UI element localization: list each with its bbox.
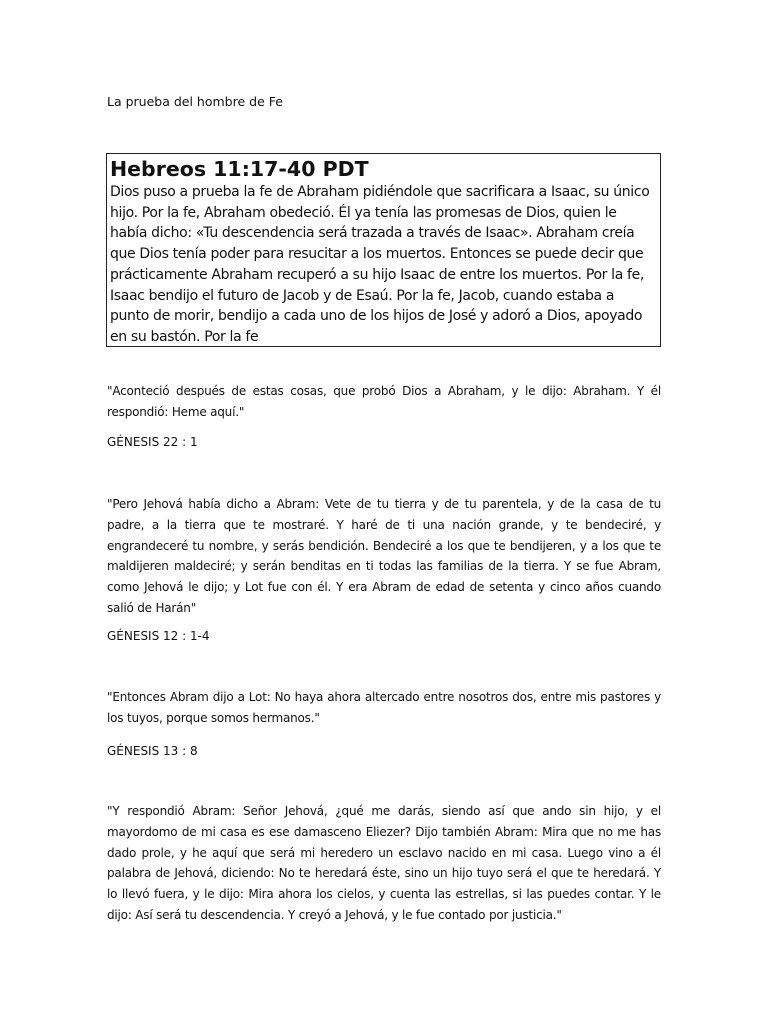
passage-text: Dios puso a prueba la fe de Abraham pidiéndole que sacrificara a Isaac, su único hijo. Por la fe, Abraham obedeció. Él ya tenía las promesas de Dios, quien le había dicho: «Tu descendencia será trazada a través de Isaac». Abraham creía que Dios tenía poder para resucitar a los muertos. Entonces se puede decir que prácticamente Abraham recuperó a su hijo Isaac de entre los muertos. Por la fe, Isaac bendijo el futuro de Jacob y de Esaú. Por la fe, Jacob, cuando estaba a punto de morir, bendijo a cada uno de los hijos de José y adoró a Dios, apoyado en su bastón. Por la fe xyxy=(110,184,650,345)
passage-box xyxy=(106,153,661,347)
reference-genesis-13-8: GÉNESIS 13 : 8 xyxy=(107,744,198,758)
reference-genesis-22-1: GÉNESIS 22 : 1 xyxy=(107,435,198,449)
reference-genesis-12-1-4: GÉNESIS 12 : 1-4 xyxy=(107,629,210,643)
quote-genesis-13-8: "Entonces Abram dijo a Lot: No haya ahora altercado entre nosotros dos, entre mis pastores y los tuyos, porque somos hermanos." xyxy=(107,690,661,725)
quote-genesis-12-1-4: "Pero Jehová había dicho a Abram: Vete de tu tierra y de tu parentela, y de la casa de tu padre, a la tierra que te mostraré. Y haré de ti una nación grande, y te bendeciré, y engrandeceré tu nombre, y serás bendición. Bendeciré a los que te bendijeren, y a los que te maldijeren maldeciré; y serán benditas en ti todas las familias de la tierra. Y se fue Abram, como Jehová le dijo; y Lot fue con él. Y era Abram de edad de setenta y cinco años cuando salió de Harán" xyxy=(107,497,661,615)
quote-genesis-15: "Y respondió Abram: Señor Jehová, ¿qué me darás, siendo así que ando sin hijo, y el mayordomo de mi casa es ese damasceno Eliezer? Dijo también Abram: Mira que no me has dado prole, y he aquí que será mi heredero un esclavo nacido en mi casa. Luego vino a él palabra de Jehová, diciendo: No te heredará éste, sino un hijo tuyo será el que te heredará. Y lo llevó fuera, y le dijo: Mira ahora los cielos, y cuenta las estrellas, si las puedes contar. Y le dijo: Así será tu descendencia. Y creyó a Jehová, y le fue contado por justicia." xyxy=(107,804,661,922)
document-title: La prueba del hombre de Fe xyxy=(107,94,283,109)
passage-heading: Hebreos 11:17-40 PDT xyxy=(110,157,369,181)
quote-genesis-22-1: "Aconteció después de estas cosas, que probó Dios a Abraham, y le dijo: Abraham. Y él respondió: Heme aquí." xyxy=(107,384,661,419)
